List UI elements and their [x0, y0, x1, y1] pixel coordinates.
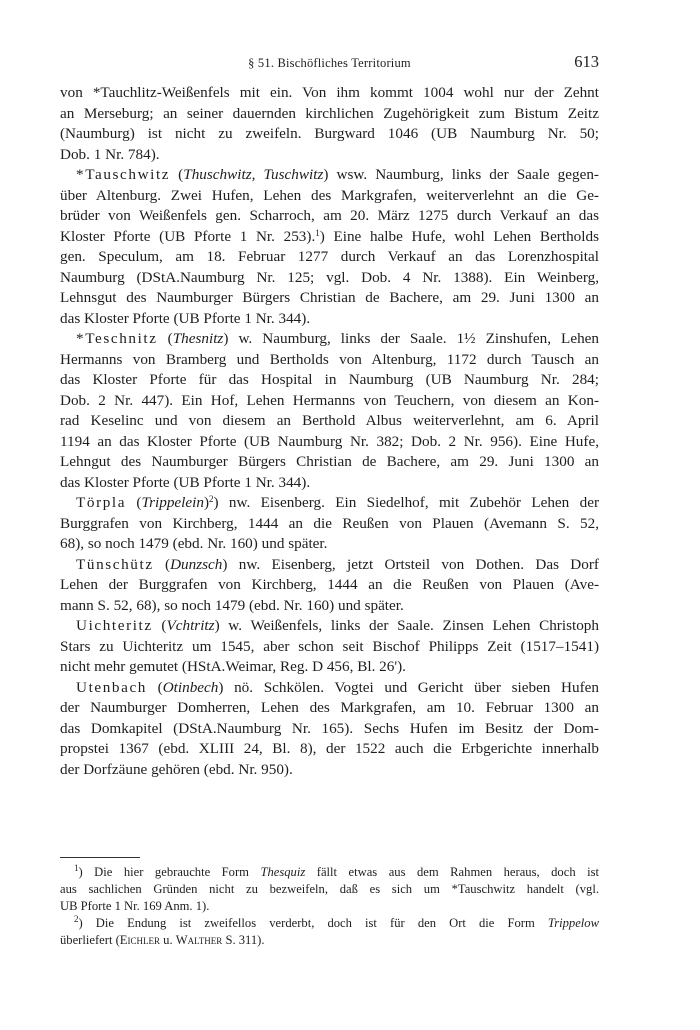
text-span: ( — [170, 166, 184, 183]
place-name: Utenbach — [76, 678, 147, 696]
page-number: 613 — [574, 52, 599, 71]
place-name: *Tauschwitz — [76, 166, 171, 183]
body-text — [60, 83, 599, 780]
place-name: Uichteritz — [76, 617, 153, 634]
text-span: ) — [203, 494, 210, 511]
text-line: Burggrafen von Kirchberg, 1444 an die Reußen von Plauen (Avemann S. 52, — [60, 514, 599, 532]
text-line: brüder von Weißenfels gen. Scharroch, am 20. März 1275 durch Verkauf an das — [60, 207, 599, 224]
historic-form: Trippelein — [141, 494, 204, 511]
footnote-marker: 2 — [209, 494, 214, 504]
historic-form: Otinbech — [162, 678, 219, 696]
text-line: mann S. 52, 68), so noch 1479 (ebd. Nr. 160) und später. — [60, 596, 404, 614]
text-line: Lehngut des Naumburger Bürgers Christian de Bachere, am 29. Juni 1300 an — [60, 453, 599, 470]
text-line: das Kloster Pforte für das Hospital in Naumburg (UB Naumburg Nr. 284; — [60, 371, 599, 388]
footnotes — [60, 864, 599, 949]
text-line: über Altenburg. Zwei Hufen, Lehen des Markgrafen, weiterverlehnt an die Ge- — [60, 186, 599, 204]
author-name: Walther — [175, 933, 223, 947]
text-line: an Merseburg; an seiner dauernden kirchlichen Zugehörigkeit zum Bistum Zeitz — [60, 104, 599, 122]
entry-toerpla — [60, 493, 599, 514]
text-line: (Naumburg) ist nicht zu zweifeln. Burgward 1046 (UB Naumburg Nr. 50; — [60, 125, 599, 142]
historic-form: Dunzsch — [170, 555, 223, 573]
place-name: Törpla — [76, 494, 127, 511]
entry-utenbach — [60, 678, 599, 699]
text-span: ( — [157, 330, 173, 347]
text-line: Stars zu Uichteritz um 1545, aber schon seit Bischof Philipps Zeit (1517–1541) — [60, 637, 599, 655]
text-line: Dob. 2 Nr. 447). Ein Hof, Lehen Hermanns von Teuchern, von diesem an Kon- — [60, 391, 599, 409]
text-line: rad Keselinc und von diesem an Berthold Albus weiterverlehnt, am 6. April — [60, 412, 599, 429]
footnote-number: 2 — [74, 914, 79, 924]
place-name: Tünschütz — [76, 555, 154, 573]
footnote-line: aus sachlichen Gründen nicht zu bezweifeln, daß es sich um *Tauschwitz handelt (vgl. — [60, 882, 599, 896]
historic-form: Trippelow — [547, 916, 599, 930]
entry-tuenschuetz — [60, 555, 599, 576]
text-span: ( — [152, 617, 167, 634]
text-line: das Domkapitel (DStA.Naumburg Nr. 165). Sechs Hufen im Besitz der Dom- — [60, 719, 599, 737]
author-name: Eichler — [119, 933, 160, 947]
text-span: ( — [126, 494, 142, 511]
text-span: ( — [147, 678, 163, 696]
text-span: S. 311). — [222, 933, 265, 947]
text-line — [60, 227, 599, 248]
footnote-1 — [60, 864, 599, 881]
footnote-2 — [60, 915, 599, 932]
text-line: von *Tauchlitz-Weißenfels mit ein. Von ihm kommt 1004 wohl nur der Zehnt — [60, 84, 599, 101]
text-line: gen. Speculum, am 18. Februar 1277 durch Verkauf an das Lorenzhospital — [60, 248, 599, 265]
text-span: u. — [160, 933, 176, 947]
text-span: ) w. Naumburg, links der Saale. 1½ Zinshufen, Lehen — [223, 330, 599, 347]
historic-form: Thuschwitz, Tuschwitz — [183, 166, 324, 183]
text-line: 1194 an das Kloster Pforte (UB Naumburg Nr. 382; Dob. 2 Nr. 956). Eine Hufe, — [60, 432, 599, 450]
text-span: Kloster Pforte (UB Pforte 1 Nr. 253). — [60, 227, 316, 245]
text-span: ( — [153, 555, 171, 573]
text-line: das Kloster Pforte (UB Pforte 1 Nr. 344). — [60, 309, 311, 327]
running-title: § 51. Bischöfliches Territorium — [248, 56, 411, 70]
text-line: Lehen der Burggrafen von Kirchberg, 1444 an die Reußen von Plauen (Ave- — [60, 576, 599, 593]
text-line: das Kloster Pforte (UB Pforte 1 Nr. 344). — [60, 473, 311, 491]
text-span: fällt etwas aus dem Rahmen heraus, doch ist — [305, 865, 600, 879]
text-span: ) w. Weißenfels, links der Saale. Zinsen Lehen Christoph — [214, 617, 599, 634]
text-span: ) nw. Eisenberg. Ein Siedelhof, mit Zubehör Lehen der — [213, 494, 599, 511]
text-line: Dob. 1 Nr. 784). — [60, 145, 160, 163]
text-line: Naumburg (DStA.Naumburg Nr. 125; vgl. Dob. 4 Nr. 1388). Ein Weinberg, — [60, 268, 599, 286]
text-span: überliefert ( — [60, 933, 120, 947]
historic-form: Thesquiz — [260, 865, 306, 879]
text-line: der Naumburger Domherren, Lehen des Markgrafen, am 10. Februar 1300 an — [60, 699, 599, 716]
place-name: *Teschnitz — [76, 330, 158, 347]
entry-teschnitz — [60, 329, 599, 350]
text-span: ) nö. Schkölen. Vogtei und Gericht über sieben Hufen — [218, 678, 599, 696]
text-span: ) Eine halbe Hufe, wohl Lehen Bertholds — [319, 227, 599, 245]
footnote-marker: 1 — [315, 227, 320, 238]
text-line: propstei 1367 (ebd. XLIII 24, Bl. 8), der 1522 auch die Erbgerichte innerhalb — [60, 740, 599, 757]
running-head — [60, 52, 599, 74]
text-line: der Dorfzäune gehören (ebd. Nr. 950). — [60, 760, 293, 778]
historic-form: Thesnitz — [172, 330, 224, 347]
footnote-line — [60, 932, 599, 949]
text-span: ) Die Endung ist zweifellos verderbt, doch ist für den Ort die Form — [78, 916, 548, 930]
text-line: 68), so noch 1479 (ebd. Nr. 160) und später. — [60, 535, 328, 552]
footnote-divider — [60, 857, 140, 858]
text-span: ) wsw. Naumburg, links der Saale gegen- — [323, 166, 599, 183]
footnote-number: 1 — [74, 863, 79, 873]
text-span: ) Die hier gebrauchte Form — [78, 865, 261, 879]
entry-uichteritz — [60, 616, 599, 637]
historic-form: Vchtritz — [166, 617, 215, 634]
entry-tauschwitz — [60, 165, 599, 186]
footnote-line: UB Pforte 1 Nr. 169 Anm. 1). — [60, 899, 210, 913]
text-line: Hermanns von Bramberg und Bertholds von Altenburg, 1172 durch Tausch an — [60, 350, 599, 368]
text-line: Lehnsgut des Naumburger Bürgers Christian de Bachere, am 29. Juni 1300 an — [60, 289, 599, 306]
text-line: nicht mehr gemutet (HStA.Weimar, Reg. D 456, Bl. 26'). — [60, 658, 406, 675]
text-span: ) nw. Eisenberg, jetzt Ortsteil von Dothen. Das Dorf — [222, 555, 599, 573]
